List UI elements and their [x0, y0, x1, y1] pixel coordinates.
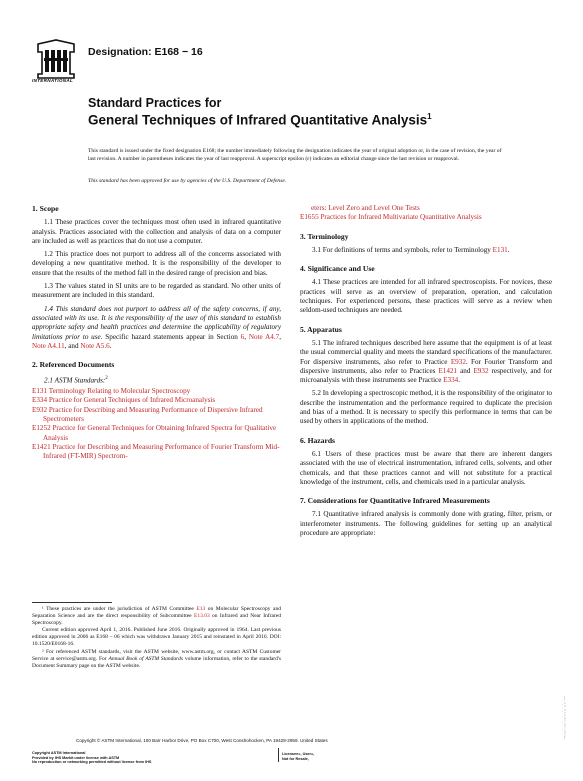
section-hazards-heading: 6. Hazards [300, 435, 336, 445]
license-left [32, 751, 151, 765]
astm-logo [30, 38, 82, 86]
copyright-line: Copyright © ASTM International, 100 Barr Harbor Drive, PO Box C700, West Conshohocken, PA 19428-2959. United States [76, 738, 328, 743]
link-note-a4-11[interactable]: Note A4.11 [32, 341, 65, 350]
license-left-line: Copyright ASTM International [32, 751, 86, 755]
ref-title[interactable]: Practices for Infrared Multivariate Quantitative Analysis [320, 213, 482, 222]
license-right-line: Licensee=, User=, [282, 752, 315, 756]
footnote-mark-2: 2 [105, 376, 108, 382]
title-text: General Techniques of Infrared Quantitative Analysis [88, 112, 428, 128]
fn1-text: ¹ These practices are under the jurisdiction of ASTM Committee [42, 606, 197, 612]
footnote-2 [32, 649, 281, 670]
title-line-2 [88, 112, 432, 128]
fn2-text: ² For referenced ASTM standards, visit the ASTM website, www.astm.org, or contact ASTM Customer Service at service@astm.org. For [32, 648, 281, 662]
link-section-6[interactable]: 6 [240, 332, 245, 341]
para-text: 5.1 The infrared techniques described here assume that the equipment is of at least the usual commercial quality and meets the standard specifications of the manufacturer. For dispersive instruments, also refer to Practice [300, 338, 552, 366]
safety-statement: 1.4 This standard does not purport to address all of the safety concerns, if any, associated with its use. It is the responsibility of the user of this standard to establish appropriate safety and health practices and determine the applicability of regulatory limitations prior to use. [32, 304, 281, 341]
section-considerations-heading: 7. Considerations for Quantitative Infrared Measurements [300, 496, 490, 506]
reference-item[interactable] [32, 406, 281, 425]
link-committee-e13[interactable]: E13 [196, 606, 206, 612]
ref-title[interactable]: Terminology Relating to Molecular Spectroscopy [48, 387, 191, 396]
section-apparatus-heading: 5. Apparatus [300, 324, 342, 334]
para-text: and [457, 366, 474, 375]
watermark-sidebar: --,,,,,,`,,,,,`,,,,`,,,`,,`,,`,,`--- [562, 696, 566, 740]
link-e932[interactable]: E932 [450, 357, 466, 366]
ref-code[interactable]: E1421 [32, 442, 51, 451]
section-significance-heading: 4. Significance and Use [300, 264, 375, 274]
license-left-line: Provided by IHS Markit under license with ASTM [32, 755, 120, 760]
approval-note: This standard has been approved for use by agencies of the U.S. Department of Defense. [88, 178, 287, 184]
para-6-1: 6.1 Users of these practices must be aware that there are inherent dangers associated with the use of electrical instrumentation, infrared cells, solvents, and other chemicals, and that these practices cannot and will not substitute for a practical knowledge of the instrument, cells, and chemicals used in a particular analysis. [300, 449, 552, 486]
separator: , and [64, 341, 81, 350]
left-column [32, 204, 281, 462]
link-e932[interactable]: E932 [473, 366, 489, 375]
ref-code[interactable]: E1252 [32, 424, 51, 433]
fn1-text: on Molecular Spectroscopy and Separation Science and are the direct responsibility of Subcommittee [32, 606, 281, 620]
footnote-rule [32, 602, 112, 603]
fn2-text: volume information, refer to the standard's Document Summary page on the ASTM website. [32, 655, 281, 669]
para-text: . For Fourier Transform and dispersive instruments, also refer to Practices [300, 357, 553, 375]
title-footnote-mark: 1 [427, 112, 432, 121]
para-1-1: 1.1 These practices cover the techniques most often used in infrared quantitative analysis. Practices associated with the collection and analysis of data on a computer are included as well as practices that do not use a computer. [32, 218, 281, 245]
separator: , [279, 332, 282, 341]
para-text: 3.1 For definitions of terms and symbols, refer to Terminology [312, 245, 493, 254]
issuance-note: This standard is issued under the fixed designation E168; the number immediately following the designation indicates the year of original adoption or, in the case of revision, the year of last revision. A number in parentheses indicates the year of last reapproval. A superscript epsilon (ε) indicates an editorial change since the last revision or reapproval. [88, 148, 502, 162]
section-scope-heading: 1. Scope [32, 204, 59, 213]
astm-standards-text: 2.1 ASTM Standards: [44, 376, 106, 385]
para-text: respectively, and for microanalysis with these instruments see Practice [300, 366, 553, 385]
link-note-a4-7[interactable]: Note A4.7 [248, 332, 280, 341]
ref-code[interactable]: E334 [32, 396, 48, 405]
ref-title[interactable]: Practice for General Techniques for Obtaining Infrared Spectra for Qualitative Analysis [43, 424, 277, 442]
para-4-1: 4.1 These practices are intended for all infrared spectroscopists. For novices, these practices will serve as an overview of preparation, operation, and calculation techniques. For experienced persons, these practices will serve as a review when seldom-used techniques are needed. [300, 278, 552, 315]
para-5-2: 5.2 In developing a spectroscopic method, it is the responsibility of the originator to describe the instrumentation and the performance required to duplicate the precision and bias of a method. It is necessary to specify this performance in terms that can be used by others in applications of the method. [300, 389, 552, 426]
ref-title[interactable]: Practice for Describing and Measuring Performance of Dispersive Infrared Spectrometers [43, 405, 263, 424]
para-3-1 [300, 246, 552, 255]
fn1-text: on Infrared and Near Infrared Spectroscopy. [32, 613, 281, 627]
link-subcommittee-e13-03[interactable]: E13.03 [193, 613, 210, 620]
separator: . [458, 376, 461, 385]
link-e1421[interactable]: E1421 [438, 366, 458, 375]
footnote-1-edition: Current edition approved April 1, 2016. Published June 2016. Originally approved in 1964. Last previous edition approved in 2006 as E168 – 06 which was withdrawn January 2015 and reinstated in April 2016. DOI: 10.1520/E0168-16. [32, 627, 281, 648]
link-note-a5-6[interactable]: Note A5.6 [80, 341, 110, 350]
reference-item[interactable] [32, 387, 281, 396]
ref-code[interactable]: E1655 [300, 213, 319, 222]
para-5-1 [300, 339, 552, 385]
reference-item-e1655[interactable] [300, 213, 552, 222]
fn2-italic: Annual Book of ASTM Standards [108, 655, 184, 662]
license-right-line: Not for Resale, [282, 756, 309, 761]
designation: Designation: E168 − 16 [88, 46, 203, 58]
license-left-line: No reproduction or networking permitted without license from IHS [32, 760, 152, 765]
license-divider [278, 748, 279, 762]
separator: . [507, 245, 510, 254]
reference-list [32, 387, 281, 461]
ref-title[interactable]: Practice for Describing and Measuring Performance of Fourier Transform Mid-Infrared (FT-MIR) Spectrom- [43, 442, 280, 461]
reference-item[interactable] [32, 443, 281, 462]
para-1-2: 1.2 This practice does not purport to address all of the concerns associated with developing a new quantitative method. It is the responsibility of the developer to ensure that the results of the method fall in the desired range of precision and bias. [32, 250, 281, 277]
para-1-3: 1.3 The values stated in SI units are to be regarded as standard. No other units of measurement are included in this standard. [32, 282, 281, 300]
reference-continuation[interactable]: eters: Level Zero and Level One Tests [311, 204, 420, 212]
link-e131[interactable]: E131 [492, 245, 508, 254]
section-referenced-heading: 2. Referenced Documents [32, 360, 115, 370]
separator: , [244, 332, 249, 341]
right-column [300, 204, 552, 542]
footnotes [32, 606, 281, 670]
ref-code[interactable]: E131 [32, 387, 48, 396]
ref-title[interactable]: Practice for General Techniques of Infrared Microanalysis [48, 396, 216, 405]
logo-label: INTERNATIONAL [32, 78, 74, 83]
para-7-1: 7.1 Quantitative infrared analysis is commonly done with grating, filter, prism, or interferometer instruments. The following guidelines for setting up an analytical procedure are appropriate: [300, 510, 552, 538]
astm-standards-label [32, 374, 281, 386]
footnote-1 [32, 606, 281, 627]
hazard-text: Specific hazard statements appear in Section [102, 332, 241, 341]
license-right [282, 752, 314, 761]
reference-item[interactable] [32, 424, 281, 443]
reference-item[interactable] [32, 396, 281, 405]
separator: . [109, 341, 112, 350]
ref-code[interactable]: E932 [32, 405, 48, 414]
title-line-1: Standard Practices for [88, 96, 222, 110]
section-terminology-heading: 3. Terminology [300, 231, 349, 241]
para-1-4 [32, 305, 281, 351]
link-e334[interactable]: E334 [443, 376, 459, 385]
